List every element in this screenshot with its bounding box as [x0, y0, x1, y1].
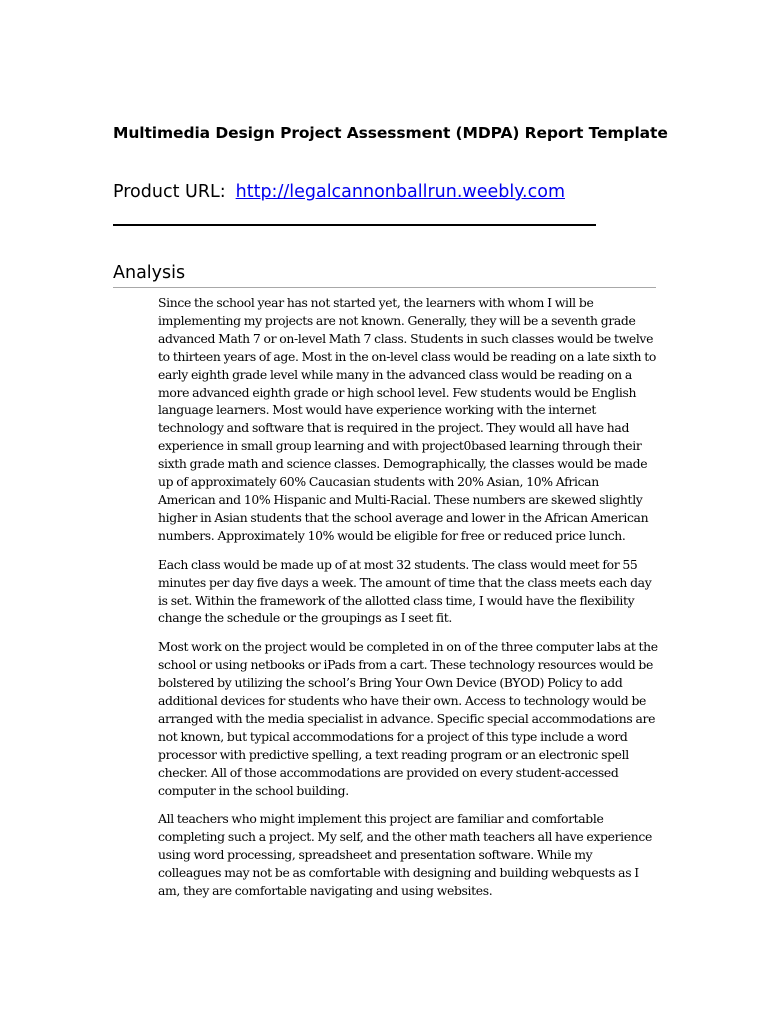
product-url-row	[113, 182, 565, 202]
product-url-link[interactable]: http://legalcannonballrun.weebly.com	[235, 182, 565, 202]
paragraph-learners: Since the school year has not started yet, the learners with whom I will be implementing my projects are not known. Generally, they will be a seventh grade advanced Math 7 or on-level Math 7 class. Students in such classes would be twelve to thirteen years of age. Most in the on-level class would be reading on a late sixth to early eighth grade level while many in the advanced class would be reading on a more advanced eighth grade or high school level. Few students would be English language learners. Most would have experience working with the internet technology and software that is required in the project. They would all have had experience in small group learning and with project0based learning through their sixth grade math and science classes. Demographically, the classes would be made up of approximately 60% Caucasian students with 20% Asian, 10% African American and 10% Hispanic and Multi-Racial. These numbers are skewed slightly higher in Asian students that the school average and lower in the African American numbers. Approximately 10% would be eligible for free or reduced price lunch.	[158, 295, 656, 543]
analysis-body	[158, 294, 658, 911]
product-url-label: Product URL:	[113, 182, 226, 202]
section-heading-analysis: Analysis	[113, 263, 186, 283]
horizontal-rule	[113, 224, 596, 226]
paragraph-technology: Most work on the project would be completed in on of the three computer labs at the school or using netbooks or iPads from a cart. These technology resources would be bolstered by utilizing the school’s Bring Your Own Device (BYOD) Policy to add additional devices for students who have their own. Access to technology would be arranged with the media specialist in advance. Specific special accommodations are not known, but typical accommodations for a project of this type include a word processor with predictive spelling, a text reading program or an electronic spell checker. All of those accommodations are provided on every student-accessed computer in the school building.	[158, 639, 658, 798]
section-divider	[113, 287, 656, 288]
paragraph-class-schedule: Each class would be made up of at most 32 students. The class would meet for 55 minutes per day five days a week. The amount of time that the class meets each day is set. Within the framework of the allotted class time, I would have the flexibility change the schedule or the groupings as I seet fit.	[158, 556, 652, 626]
paragraph-teachers: All teachers who might implement this project are familiar and comfortable completing such a project. My self, and the other math teachers all have experience using word processing, spreadsheet and presentation software. While my colleagues may not be as comfortable with designing and building webquests as I am, they are comfortable navigating and using websites.	[158, 811, 652, 899]
document-title: Multimedia Design Project Assessment (MDPA) Report Template	[113, 124, 668, 142]
